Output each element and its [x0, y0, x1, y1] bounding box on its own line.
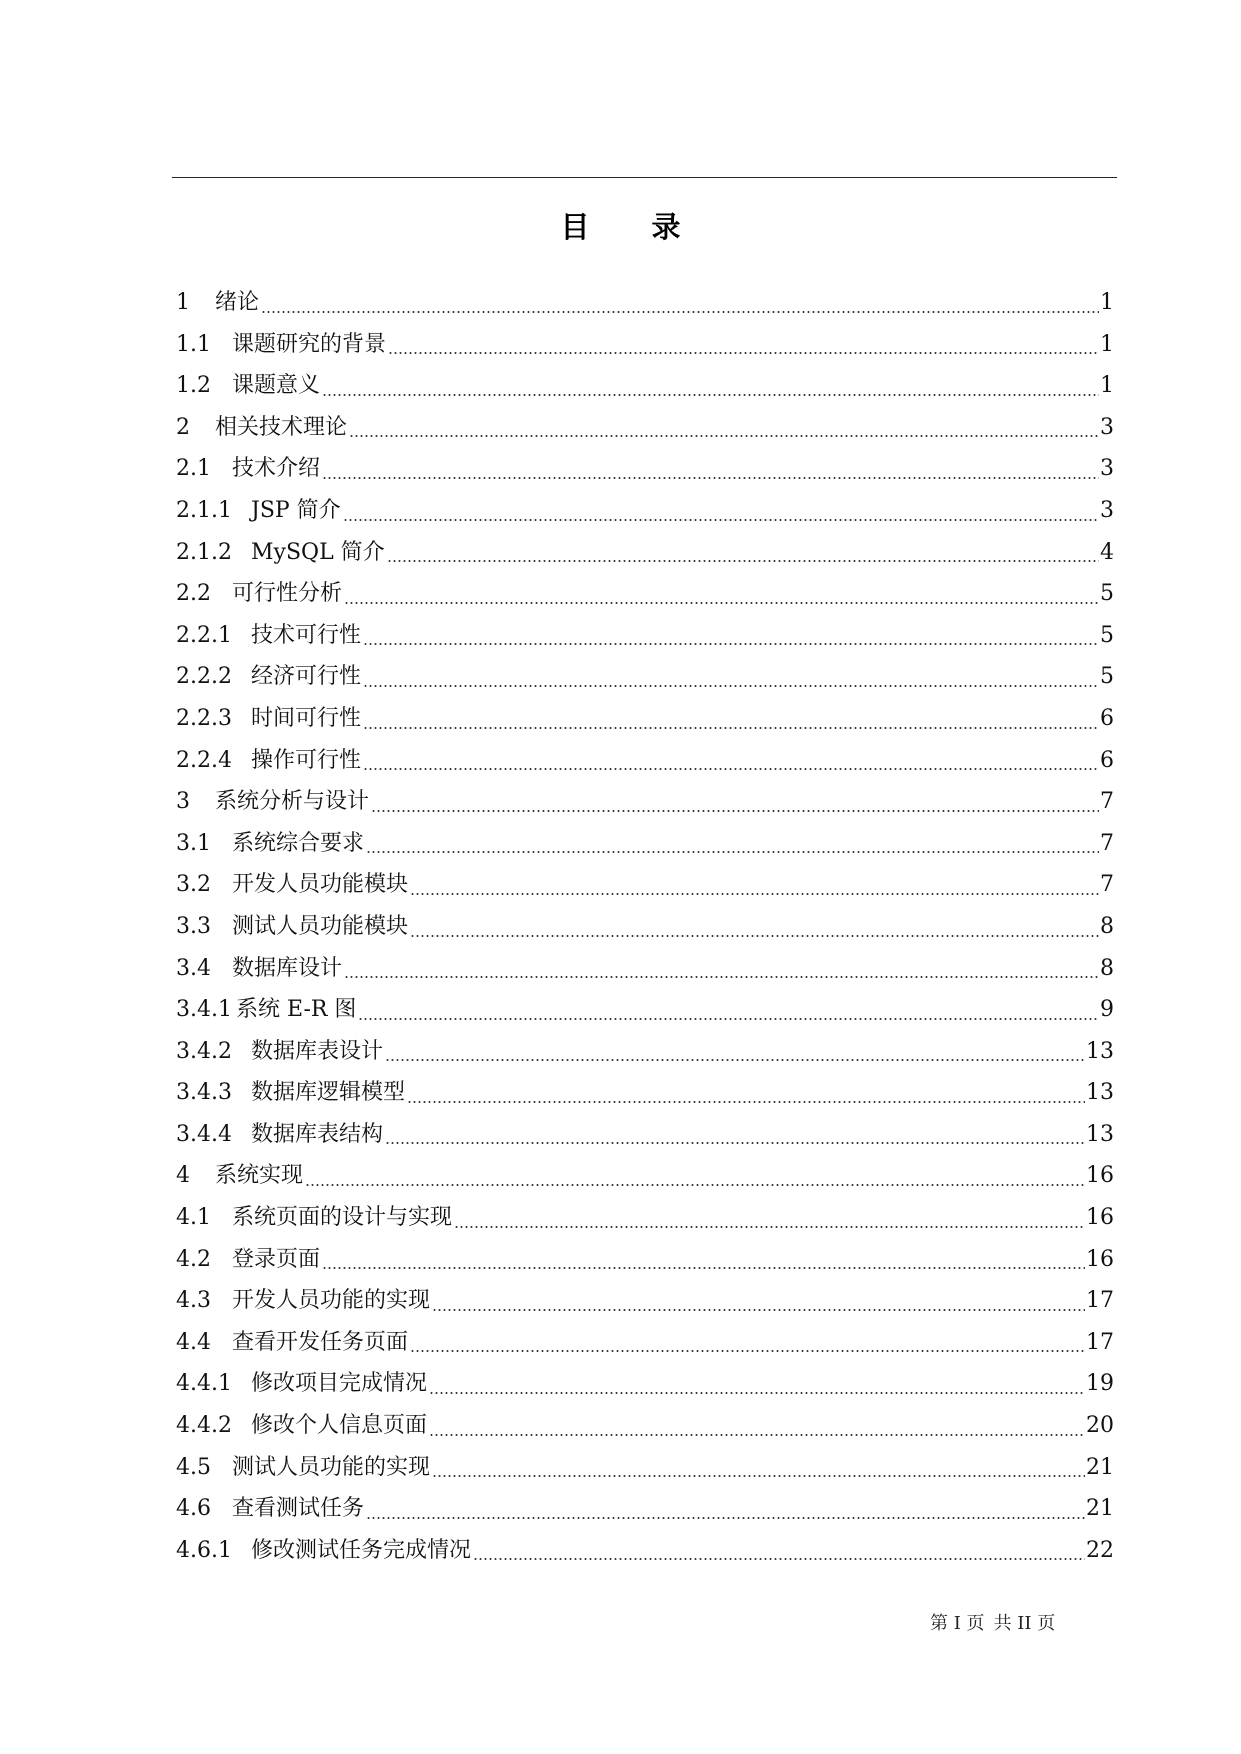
toc-entry[interactable]	[176, 324, 1114, 366]
toc-entry-page-number: 7	[1100, 789, 1114, 815]
toc-entry-number: 3.2	[176, 872, 211, 898]
toc-entry-title: 技术介绍	[232, 456, 321, 482]
toc-entry-number: 2.2.3	[176, 705, 232, 731]
toc-entry[interactable]	[176, 698, 1114, 740]
toc-dot-leader	[366, 851, 1099, 853]
toc-entry-page-number: 3	[1100, 414, 1114, 440]
toc-dot-leader	[363, 685, 1099, 687]
toc-entry-page-number: 5	[1100, 581, 1114, 607]
toc-entry-page-number: 20	[1086, 1413, 1114, 1439]
toc-entry-page-number: 16	[1086, 1163, 1114, 1189]
toc-entry-title: 系统 E-R 图	[235, 997, 357, 1023]
toc-entry-title: 测试人员功能的实现	[232, 1454, 431, 1480]
toc-dot-leader	[432, 1475, 1085, 1477]
toc-entry-title: 查看测试任务	[232, 1496, 365, 1522]
toc-dot-leader	[385, 1059, 1085, 1061]
toc-dot-leader	[344, 976, 1099, 978]
toc-entry-number: 3	[176, 789, 190, 815]
toc-entry[interactable]	[176, 282, 1114, 324]
toc-entry-number: 3.4.4	[176, 1121, 232, 1147]
toc-entry-page-number: 13	[1086, 1121, 1114, 1147]
toc-entry[interactable]	[176, 1031, 1114, 1073]
toc-entry-number: 2.1.1	[176, 497, 232, 523]
toc-entry-title: 数据库表结构	[251, 1121, 384, 1147]
toc-entry-title: 修改个人信息页面	[251, 1413, 428, 1439]
toc-entry-page-number: 9	[1100, 997, 1114, 1023]
toc-entry-title: JSP 简介	[251, 497, 341, 523]
toc-entry-title: 系统实现	[215, 1163, 304, 1189]
toc-dot-leader	[344, 602, 1099, 604]
toc-entry[interactable]	[176, 1114, 1114, 1156]
toc-dot-leader	[261, 311, 1099, 313]
toc-entry-title: 查看开发任务页面	[232, 1329, 409, 1355]
header-rule	[172, 177, 1117, 178]
toc-entry-title: 系统综合要求	[232, 830, 365, 856]
toc-entry-title: 绪论	[215, 290, 260, 315]
toc-dot-leader	[363, 727, 1099, 729]
toc-entry-title: 数据库设计	[232, 955, 343, 981]
toc-dot-leader	[410, 1350, 1085, 1352]
toc-entry-number: 2.1.2	[176, 539, 232, 565]
toc-entry-page-number: 13	[1086, 1038, 1114, 1064]
footer-total-pages: 共 II 页	[993, 1613, 1056, 1634]
toc-entry-title: 相关技术理论	[215, 414, 348, 440]
toc-entry-page-number: 1	[1100, 290, 1114, 315]
toc-entry-title: 技术可行性	[251, 622, 362, 648]
toc-entry-number: 2	[176, 414, 190, 440]
toc-entry[interactable]	[176, 989, 1114, 1031]
toc-entry-title: MySQL 简介	[251, 539, 385, 565]
toc-entry-page-number: 4	[1100, 539, 1114, 565]
toc-entry-number: 4.5	[176, 1454, 211, 1480]
toc-entry-title: 修改项目完成情况	[251, 1371, 428, 1397]
toc-entry[interactable]	[176, 448, 1114, 490]
toc-entry[interactable]	[176, 948, 1114, 990]
toc-dot-leader	[385, 1142, 1085, 1144]
toc-entry-title: 系统分析与设计	[215, 789, 370, 815]
toc-entry-page-number: 5	[1100, 622, 1114, 648]
toc-entry-page-number: 5	[1100, 664, 1114, 690]
toc-entry-number: 2.2.2	[176, 664, 232, 690]
toc-entry[interactable]	[176, 1197, 1114, 1239]
toc-entry-page-number: 13	[1086, 1080, 1114, 1106]
toc-dot-leader	[429, 1392, 1085, 1394]
toc-dot-leader	[432, 1309, 1085, 1311]
toc-dot-leader	[305, 1184, 1085, 1186]
toc-entry-number: 3.4.3	[176, 1080, 232, 1106]
toc-entry-page-number: 1	[1100, 331, 1114, 357]
toc-entry-page-number: 21	[1086, 1454, 1114, 1480]
toc-entry[interactable]	[176, 615, 1114, 657]
toc-entry-page-number: 21	[1086, 1496, 1114, 1522]
toc-entry-number: 4.4	[176, 1329, 211, 1355]
toc-entry-page-number: 16	[1086, 1205, 1114, 1231]
toc-entry[interactable]	[176, 1447, 1114, 1489]
toc-entry-page-number: 3	[1100, 456, 1114, 482]
toc-dot-leader	[407, 1101, 1085, 1103]
toc-dot-leader	[388, 352, 1099, 354]
toc-entry-title: 登录页面	[232, 1246, 321, 1272]
toc-entry-page-number: 1	[1100, 373, 1114, 399]
toc-entry[interactable]	[176, 1530, 1114, 1572]
toc-entry[interactable]	[176, 532, 1114, 574]
toc-entry-title: 可行性分析	[232, 581, 343, 607]
toc-entry[interactable]	[176, 1322, 1114, 1364]
toc-entry-title: 课题研究的背景	[232, 331, 387, 357]
toc-entry-title: 测试人员功能模块	[232, 913, 409, 939]
toc-entry-number: 4.2	[176, 1246, 211, 1272]
toc-entry-page-number: 17	[1086, 1288, 1114, 1314]
toc-dot-leader	[387, 560, 1099, 562]
toc-entry-page-number: 22	[1086, 1537, 1114, 1563]
toc-entry-number: 1.1	[176, 331, 211, 357]
toc-entry-title: 数据库逻辑模型	[251, 1080, 406, 1106]
toc-entry-title: 操作可行性	[251, 747, 362, 773]
toc-entry[interactable]	[176, 781, 1114, 823]
toc-entry-page-number: 17	[1086, 1329, 1114, 1355]
toc-dot-leader	[473, 1558, 1085, 1560]
toc-entry-number: 4.3	[176, 1288, 211, 1314]
toc-entry-number: 3.4.2	[176, 1038, 232, 1064]
toc-dot-leader	[358, 1018, 1099, 1020]
toc-entry-title: 开发人员功能模块	[232, 872, 409, 898]
toc-dot-leader	[429, 1434, 1085, 1436]
toc-entry[interactable]	[176, 656, 1114, 698]
toc-dot-leader	[322, 1267, 1085, 1269]
toc-entry[interactable]	[176, 864, 1114, 906]
toc-entry[interactable]	[176, 1072, 1114, 1114]
toc-entry-number: 3.4.1	[176, 997, 232, 1023]
toc-entry-number: 2.2.1	[176, 622, 232, 648]
toc-entry[interactable]	[176, 823, 1114, 865]
toc-entry-page-number: 16	[1086, 1246, 1114, 1272]
toc-dot-leader	[371, 810, 1099, 812]
toc-entry-title: 系统页面的设计与实现	[232, 1205, 453, 1231]
toc-entry-title: 修改测试任务完成情况	[251, 1537, 472, 1563]
toc-entry-number: 3.4	[176, 955, 211, 981]
toc-entry-page-number: 3	[1100, 497, 1114, 523]
toc-dot-leader	[322, 477, 1099, 479]
toc-entry[interactable]	[176, 1155, 1114, 1197]
toc-entry-page-number: 6	[1100, 747, 1114, 773]
toc-entry-number: 4.6.1	[176, 1537, 232, 1563]
toc-entry-title: 数据库表设计	[251, 1038, 384, 1064]
toc-entry[interactable]	[176, 365, 1114, 407]
toc-entry[interactable]	[176, 573, 1114, 615]
toc-entry[interactable]	[176, 1239, 1114, 1281]
toc-entry-number: 4	[176, 1163, 190, 1189]
toc-entry-number: 3.1	[176, 830, 211, 856]
toc-dot-leader	[410, 893, 1099, 895]
toc-entry-number: 4.6	[176, 1496, 211, 1522]
toc-entry-title: 经济可行性	[251, 664, 362, 690]
toc-entry-page-number: 8	[1100, 913, 1114, 939]
toc-entry-number: 4.4.2	[176, 1413, 232, 1439]
toc-entry[interactable]	[176, 407, 1114, 449]
toc-entry-page-number: 7	[1100, 872, 1114, 898]
toc-list	[176, 282, 1114, 1571]
toc-entry-title: 课题意义	[232, 373, 321, 399]
toc-entry-number: 3.3	[176, 913, 211, 939]
toc-entry-number: 2.2	[176, 581, 211, 607]
toc-entry[interactable]	[176, 740, 1114, 782]
toc-entry-number: 2.2.4	[176, 747, 232, 773]
toc-entry-page-number: 7	[1100, 830, 1114, 856]
toc-entry[interactable]	[176, 1280, 1114, 1322]
toc-entry-title: 开发人员功能的实现	[232, 1288, 431, 1314]
toc-entry-page-number: 6	[1100, 705, 1114, 731]
toc-entry[interactable]	[176, 1363, 1114, 1405]
page-footer	[930, 1612, 1055, 1636]
toc-dot-leader	[363, 768, 1099, 770]
toc-entry-page-number: 8	[1100, 955, 1114, 981]
toc-dot-leader	[322, 394, 1099, 396]
toc-entry[interactable]	[176, 1405, 1114, 1447]
toc-dot-leader	[454, 1226, 1085, 1228]
toc-dot-leader	[366, 1517, 1085, 1519]
toc-entry[interactable]	[176, 906, 1114, 948]
toc-dot-leader	[349, 435, 1099, 437]
toc-entry-number: 2.1	[176, 456, 211, 482]
toc-entry[interactable]	[176, 490, 1114, 532]
toc-entry-page-number: 19	[1086, 1371, 1114, 1397]
toc-dot-leader	[363, 643, 1099, 645]
toc-entry[interactable]	[176, 1488, 1114, 1530]
toc-dot-leader	[343, 519, 1099, 521]
footer-current-page: 第 I 页	[930, 1613, 985, 1634]
page-title: 目 录	[560, 210, 707, 244]
toc-entry-number: 4.4.1	[176, 1371, 232, 1397]
toc-entry-number: 4.1	[176, 1205, 211, 1231]
toc-dot-leader	[410, 935, 1099, 937]
toc-entry-number: 1	[176, 290, 190, 315]
toc-entry-title: 时间可行性	[251, 705, 362, 731]
toc-entry-number: 1.2	[176, 373, 211, 399]
